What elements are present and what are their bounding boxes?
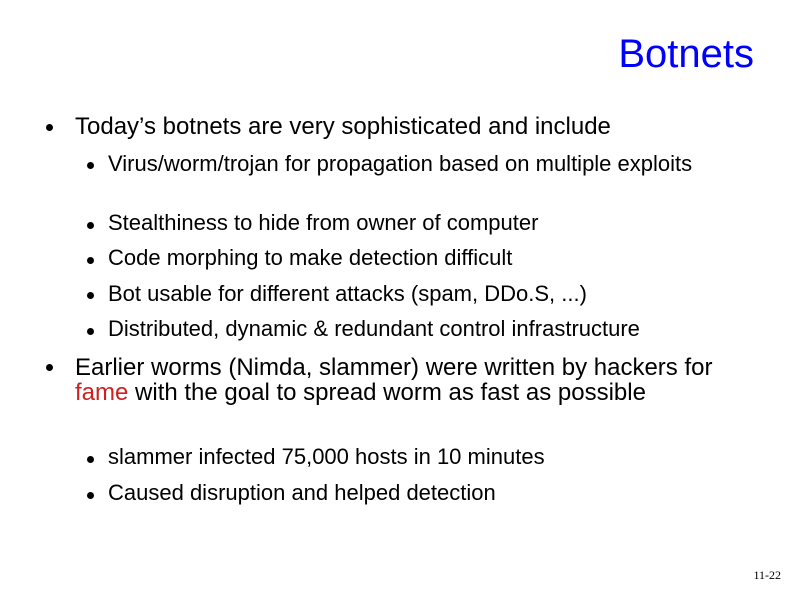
sub-item-4: Bot usable for different attacks (spam, DDo.S, ...) — [108, 281, 587, 306]
sub-bullet-dot — [87, 162, 94, 169]
bullet-dot — [46, 364, 53, 371]
sub-bullet-dot — [87, 257, 94, 264]
bullet-2-text-before: Earlier worms (Nimda, slammer) were written by hackers for — [75, 354, 713, 381]
bullet-1-text: Today’s botnets are very sophisticated and include — [75, 113, 611, 140]
page-number: 11-22 — [753, 568, 781, 582]
sub-bullet-dot — [87, 492, 94, 499]
sub-item-2: Stealthiness to hide from owner of computer — [108, 210, 539, 235]
bullet-2-text-after: with the goal to spread worm as fast as possible — [128, 379, 646, 406]
bullet-2-text — [75, 355, 745, 405]
sub-bullet-dot — [87, 222, 94, 229]
sub-item-7: Caused disruption and helped detection — [108, 480, 496, 505]
fame-highlight: fame — [75, 379, 129, 406]
sub-item-3: Code morphing to make detection difficult — [108, 245, 513, 270]
sub-item-5: Distributed, dynamic & redundant control infrastructure — [108, 316, 640, 341]
sub-bullet-dot — [87, 456, 94, 463]
sub-bullet-dot — [87, 328, 94, 335]
sub-bullet-dot — [87, 292, 94, 299]
sub-item-6: slammer infected 75,000 hosts in 10 minutes — [108, 444, 545, 469]
bullet-dot — [46, 124, 53, 131]
sub-item-1: Virus/worm/trojan for propagation based on multiple exploits — [108, 151, 693, 176]
slide-title: Botnets — [618, 32, 754, 76]
